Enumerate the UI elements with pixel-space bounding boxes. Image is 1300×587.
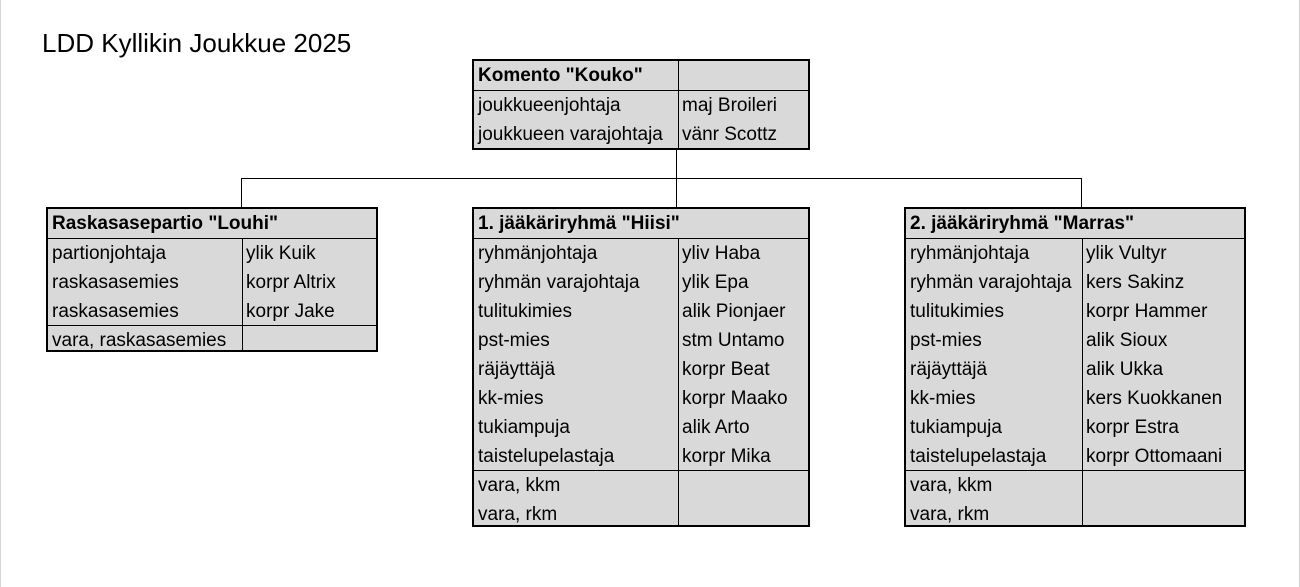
marras-member-name: kers Sakinz: [1086, 272, 1185, 293]
marras-role: taistelupelastaja: [910, 446, 1047, 467]
marras-member-name: korpr Estra: [1086, 417, 1179, 438]
marras-reserve-role: vara, rkm: [910, 504, 990, 525]
page-title: LDD Kyllikin Joukkue 2025: [42, 28, 352, 58]
marras-member-name: korpr Hammer: [1086, 301, 1208, 322]
hiisi-role: ryhmänjohtaja: [478, 243, 598, 264]
marras-member-name: ylik Vultyr: [1086, 243, 1167, 264]
louhi-member-name: korpr Jake: [246, 301, 335, 322]
marras-role: pst-mies: [910, 330, 982, 351]
hiisi-role: tukiampuja: [478, 417, 570, 438]
marras-role: ryhmän varajohtaja: [910, 272, 1072, 293]
louhi-role: partionjohtaja: [52, 243, 167, 264]
hiisi-member-name: stm Untamo: [682, 330, 785, 351]
page-border-left: [0, 0, 1, 587]
hiisi-role: taistelupelastaja: [478, 446, 615, 467]
hiisi-member-name: alik Arto: [682, 417, 750, 438]
hiisi-member-name: alik Pionjaer: [682, 301, 786, 322]
louhi-member-name: korpr Altrix: [246, 272, 336, 293]
hiisi-column-divider: [678, 238, 679, 525]
marras-member-name: alik Ukka: [1086, 359, 1164, 380]
louhi-member-name: ylik Kuik: [246, 243, 316, 264]
hiisi-role: tulitukimies: [478, 301, 572, 322]
connector-louhi: [241, 178, 242, 209]
marras-role: räjäyttäjä: [910, 359, 988, 380]
komento-role: joukkueenjohtaja: [478, 95, 621, 116]
komento-header: Komento "Kouko": [478, 65, 643, 86]
komento-role: joukkueen varajohtaja: [478, 124, 663, 145]
louhi-role: raskasasemies: [52, 301, 179, 322]
connector-horizontal: [241, 178, 1082, 179]
marras-box: [904, 207, 1246, 527]
hiisi-member-name: korpr Maako: [682, 388, 788, 409]
marras-header: 2. jääkäriryhmä "Marras": [910, 213, 1134, 234]
marras-role: ryhmänjohtaja: [910, 243, 1030, 264]
hiisi-box: [472, 207, 810, 527]
marras-role: tukiampuja: [910, 417, 1002, 438]
komento-member-name: maj Broileri: [682, 95, 778, 116]
hiisi-role: pst-mies: [478, 330, 550, 351]
louhi-role: raskasasemies: [52, 272, 179, 293]
komento-member-name: vänr Scottz: [682, 124, 778, 145]
louhi-box: [46, 207, 378, 352]
marras-member-name: korpr Ottomaani: [1086, 446, 1223, 467]
hiisi-member-name: korpr Beat: [682, 359, 770, 380]
hiisi-role: ryhmän varajohtaja: [478, 272, 640, 293]
marras-member-name: alik Sioux: [1086, 330, 1168, 351]
hiisi-member-name: ylik Epa: [682, 272, 749, 293]
louhi-column-divider: [242, 238, 243, 350]
hiisi-member-name: korpr Mika: [682, 446, 771, 467]
marras-column-divider: [1082, 238, 1083, 525]
connector-hiisi: [676, 178, 677, 209]
hiisi-reserve-role: vara, rkm: [478, 504, 558, 525]
marras-role: kk-mies: [910, 388, 976, 409]
connector-komento-down: [676, 148, 677, 179]
komento-column-divider: [678, 61, 679, 148]
hiisi-header: 1. jääkäriryhmä "Hiisi": [478, 213, 680, 234]
louhi-header: Raskasasepartio "Louhi": [52, 213, 279, 234]
hiisi-role: kk-mies: [478, 388, 544, 409]
connector-marras: [1081, 178, 1082, 209]
marras-reserve-role: vara, kkm: [910, 475, 993, 496]
hiisi-role: räjäyttäjä: [478, 359, 556, 380]
komento-box: [472, 59, 810, 150]
louhi-reserve-role: vara, raskasasemies: [52, 330, 227, 351]
hiisi-reserve-role: vara, kkm: [478, 475, 561, 496]
hiisi-member-name: yliv Haba: [682, 243, 761, 264]
marras-role: tulitukimies: [910, 301, 1004, 322]
marras-member-name: kers Kuokkanen: [1086, 388, 1223, 409]
